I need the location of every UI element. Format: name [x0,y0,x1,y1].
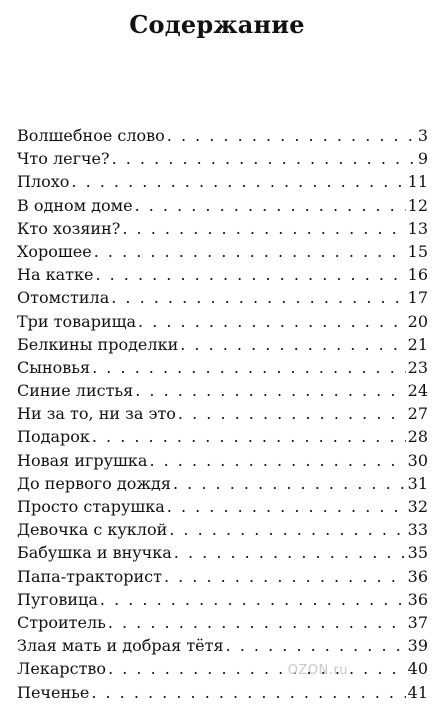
toc-entry-page: 32 [407,497,428,516]
toc-entry-title: Печенье [17,682,90,702]
toc-leader-dots [111,286,405,309]
toc-entry-page: 28 [407,427,428,447]
toc-entry-page: 41 [407,682,428,702]
toc-entry-title: Что легче? [17,149,110,169]
toc-leader-dots [173,472,406,495]
toc-entry [17,657,428,680]
toc-entry-title: Просто старушка [17,497,165,516]
toc-entry [17,147,428,170]
toc-entry-page: 33 [407,520,428,540]
toc-entry [17,449,428,472]
toc-leader-dots [164,565,406,588]
toc-leader-dots [112,147,416,170]
toc-entry [17,379,428,402]
toc-entry-page: 20 [407,311,428,331]
toc-entry-title: Белкины проделки [17,334,179,354]
toc-leader-dots [92,425,406,448]
toc-entry [17,310,428,333]
toc-entry-title: Девочка с куклой [17,520,168,540]
toc-entry-page: 30 [407,450,428,470]
toc-entry [17,495,428,518]
toc-leader-dots [108,657,406,680]
toc-entry-page: 40 [407,659,428,679]
toc-entry-page: 16 [407,265,428,285]
toc-entry [17,194,428,217]
toc-entry-page: 37 [407,612,428,632]
toc-entry-title: Три товарища [17,311,137,331]
toc-entry-page: 39 [407,636,428,656]
toc-entry [17,286,428,309]
toc-entry-page: 13 [407,218,428,238]
toc-leader-dots [91,681,405,704]
toc-leader-dots [167,495,406,518]
toc-entry-title: Бабушка и внучка [17,543,172,563]
toc-entry-page: 36 [407,566,428,586]
toc-entry [17,472,428,495]
toc-entry [17,565,428,588]
toc-leader-dots [122,217,405,240]
toc-entry-page: 36 [407,589,428,609]
toc-entry-page: 15 [407,241,428,261]
toc-entry [17,170,428,193]
toc-entry-title: Пуговица [17,589,98,609]
toc-entry-title: Сыновья [17,357,91,377]
toc-entry [17,240,428,263]
toc-leader-dots [174,541,406,564]
watermark: OZON.ru [287,663,348,678]
toc-entry-page: 9 [417,149,428,169]
toc-entry [17,611,428,634]
toc-entry-title: На катке [17,265,94,285]
toc-entry-page: 17 [407,288,428,308]
toc-entry-page: 12 [407,195,428,215]
toc-leader-dots [169,518,405,541]
toc-entry [17,402,428,425]
toc-entry-title: Синие листья [17,381,134,401]
toc-entry-title: Злая мать и добрая тётя [17,636,224,656]
toc-entry [17,124,428,147]
toc-entry-page: 11 [407,172,428,192]
toc-entry-page: 23 [407,357,428,377]
toc-leader-dots [167,124,416,147]
toc-entry-title: Волшебное слово [17,126,165,145]
toc-entry-title: Строитель [17,612,106,632]
toc-entry [17,356,428,379]
toc-entry [17,333,428,356]
toc-entry [17,217,428,240]
toc-entry-title: Лекарство [17,659,107,679]
table-of-contents [17,124,428,704]
toc-entry-title: Ни за то, ни за это [17,404,176,424]
toc-entry-page: 24 [407,381,428,401]
page-title: Содержание [129,10,305,39]
toc-leader-dots [94,240,406,263]
toc-entry-title: До первого дождя [17,473,171,493]
toc-entry-title: Хорошее [17,241,92,261]
toc-entry [17,634,428,657]
toc-entry-title: В одном доме [17,195,133,215]
toc-leader-dots [108,611,406,634]
toc-leader-dots [149,449,405,472]
toc-leader-dots [71,170,405,193]
toc-entry-page: 3 [417,126,428,145]
toc-leader-dots [226,634,406,657]
toc-entry [17,425,428,448]
toc-entry-title: Отомстила [17,288,110,308]
toc-entry-page: 21 [407,334,428,354]
toc-leader-dots [95,263,405,286]
toc-entry [17,518,428,541]
toc-entry [17,263,428,286]
toc-entry-title: Кто хозяин? [17,218,121,238]
toc-leader-dots [178,402,406,425]
toc-entry [17,681,428,704]
toc-entry-title: Плохо [17,172,70,192]
toc-leader-dots [135,379,405,402]
toc-leader-dots [100,588,406,611]
toc-entry-page: 35 [407,543,428,563]
toc-entry-title: Папа-тракторист [17,566,162,586]
toc-entry-page: 27 [407,404,428,424]
toc-entry-page: 31 [407,473,428,493]
toc-entry [17,541,428,564]
toc-leader-dots [135,194,406,217]
toc-leader-dots [92,356,406,379]
toc-leader-dots [138,310,406,333]
toc-entry-title: Новая игрушка [17,450,148,470]
toc-leader-dots [180,333,405,356]
toc-entry [17,588,428,611]
toc-entry-title: Подарок [17,427,90,447]
